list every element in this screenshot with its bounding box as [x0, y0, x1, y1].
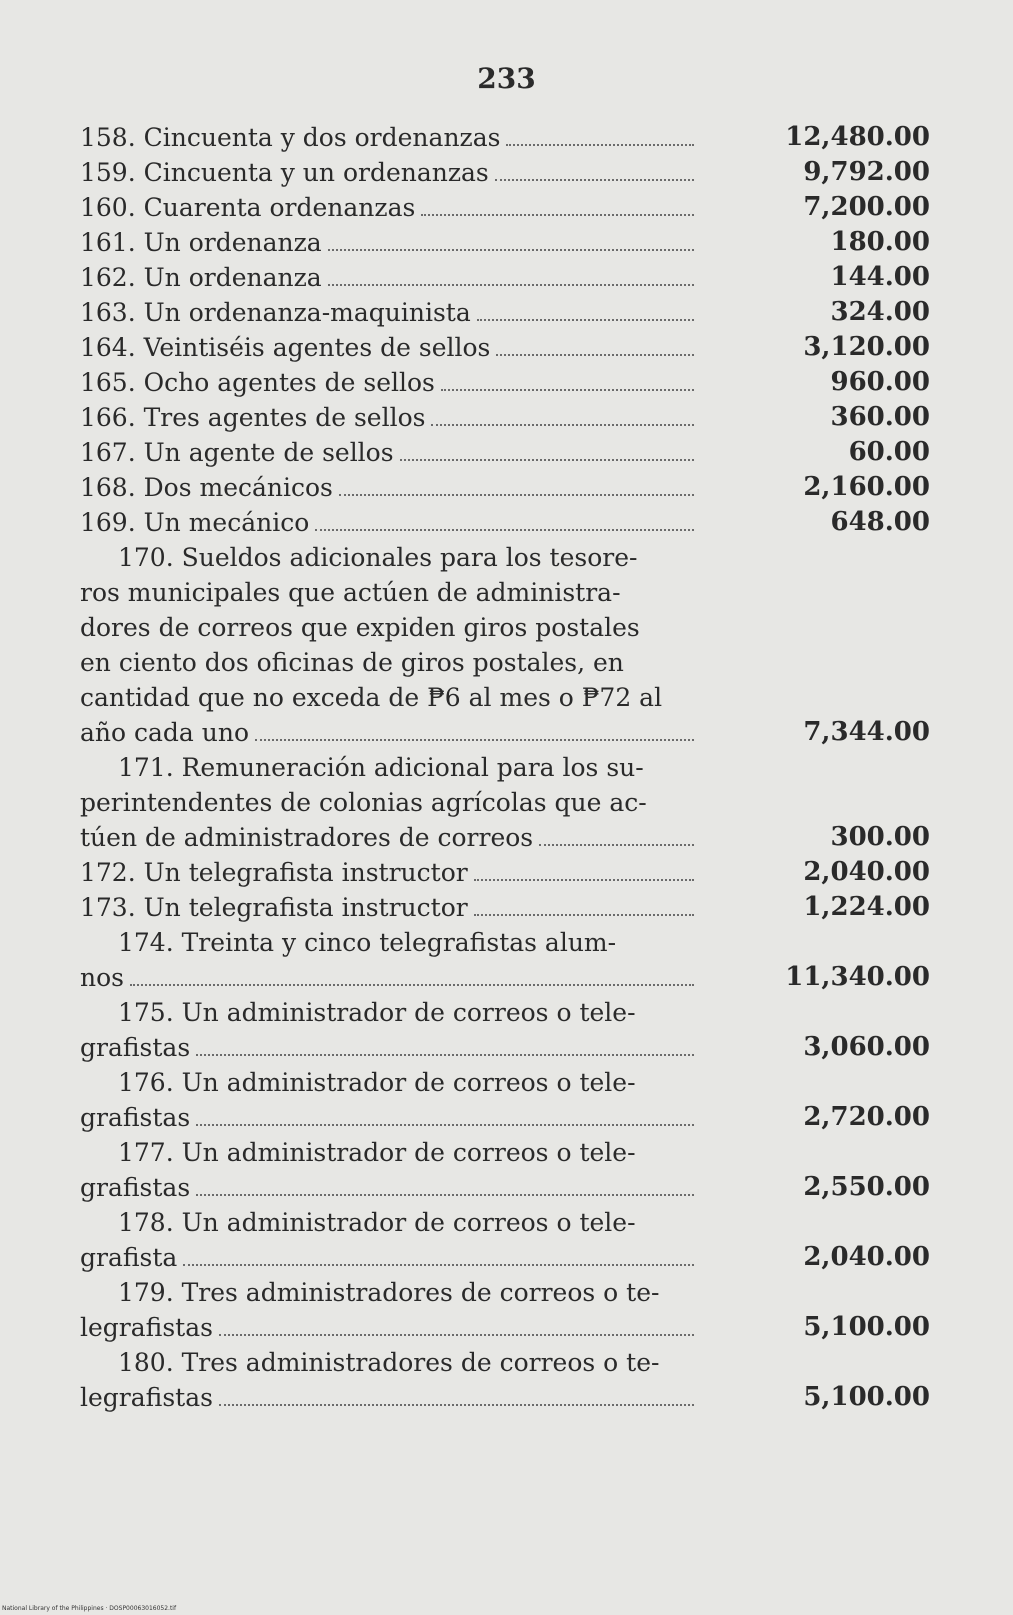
entry-line-first [80, 120, 930, 155]
entry-text-column [118, 750, 738, 785]
entry-line-first [80, 365, 930, 400]
entry-text-column [80, 960, 700, 995]
entry-text-column [80, 260, 700, 295]
dot-leader [130, 984, 694, 986]
entry-line-first [80, 925, 930, 960]
entry-text-column [80, 855, 700, 890]
appropriation-entry [80, 1065, 930, 1135]
entry-text-column [118, 995, 738, 1030]
entry-line-continuation [80, 610, 930, 645]
entry-text: 180. Tres administradores de correos o te- [118, 1348, 660, 1377]
entry-text-column [118, 540, 738, 575]
entry-text-column [80, 470, 700, 505]
appropriation-entry [80, 505, 930, 540]
appropriation-entry [80, 190, 930, 225]
entry-text-column [80, 575, 700, 610]
entry-text: grafistas [80, 1033, 191, 1062]
entry-text: en ciento dos oficinas de giros postales, en [80, 648, 624, 677]
entry-amount: 5,100.00 [803, 1382, 930, 1412]
entry-line-continuation [80, 1100, 930, 1135]
entry-line-first [80, 995, 930, 1030]
dot-leader [495, 179, 694, 181]
appropriation-entry [80, 890, 930, 925]
entry-text-column [118, 1345, 738, 1380]
dot-leader [328, 284, 694, 286]
entry-text-column [80, 1170, 700, 1205]
dot-leader [196, 1124, 694, 1126]
appropriation-entry [80, 295, 930, 330]
appropriation-entry [80, 260, 930, 295]
entry-amount: 9,792.00 [803, 157, 930, 187]
entry-text: 177. Un administrador de correos o tele- [118, 1138, 636, 1167]
entry-text-column [80, 330, 700, 365]
entry-text-column [80, 365, 700, 400]
entry-text-column [80, 435, 700, 470]
entry-line-first [80, 295, 930, 330]
entry-line-first [80, 1205, 930, 1240]
appropriation-entry [80, 365, 930, 400]
appropriation-entry [80, 225, 930, 260]
appropriation-entry [80, 400, 930, 435]
entry-text: 176. Un administrador de correos o tele- [118, 1068, 636, 1097]
entry-text-column [80, 400, 700, 435]
dot-leader [474, 914, 694, 916]
entry-text: cantidad que no exceda de ₱6 al mes o ₱72 al [80, 683, 663, 712]
entry-text: 179. Tres administradores de correos o te- [118, 1278, 660, 1307]
entry-line-continuation [80, 960, 930, 995]
entry-text-column [80, 295, 700, 330]
appropriation-entry [80, 750, 930, 855]
entry-amount: 2,040.00 [803, 857, 930, 887]
entry-text-column [80, 680, 700, 715]
scan-footer: National Library of the Philippines · DOSP00063016052.tif [2, 1605, 177, 1612]
entry-line-first [80, 855, 930, 890]
entry-line-continuation [80, 1380, 930, 1415]
entry-text-column [118, 925, 738, 960]
entry-text-column [118, 1275, 738, 1310]
entry-text: 174. Treinta y cinco telegrafistas alum- [118, 928, 617, 957]
appropriation-entry [80, 1345, 930, 1415]
entry-amount: 300.00 [830, 822, 930, 852]
entry-line-first [80, 400, 930, 435]
dot-leader [506, 144, 694, 146]
dot-leader [421, 214, 694, 216]
entry-line-first [80, 190, 930, 225]
entry-line-continuation [80, 785, 930, 820]
entry-line-continuation [80, 820, 930, 855]
entry-line-first [80, 1065, 930, 1100]
appropriations-list [80, 120, 930, 1415]
entry-text-column [80, 120, 700, 155]
dot-leader [255, 739, 694, 741]
entry-text: 173. Un telegrafista instructor [80, 893, 468, 922]
appropriation-entry [80, 995, 930, 1065]
entry-text-column [80, 1380, 700, 1415]
entry-text: dores de correos que expiden giros postales [80, 613, 640, 642]
entry-amount: 2,040.00 [803, 1242, 930, 1272]
entry-line-first [80, 435, 930, 470]
entry-line-first [80, 890, 930, 925]
dot-leader [431, 424, 694, 426]
entry-line-first [80, 260, 930, 295]
entry-amount: 2,550.00 [803, 1172, 930, 1202]
dot-leader [474, 879, 694, 881]
entry-amount: 180.00 [830, 227, 930, 257]
entry-text: legrafistas [80, 1313, 213, 1342]
dot-leader [441, 389, 694, 391]
dot-leader [496, 354, 694, 356]
dot-leader [219, 1404, 694, 1406]
entry-line-first [80, 750, 930, 785]
appropriation-entry [80, 540, 930, 750]
entry-text: 159. Cincuenta y un ordenanzas [80, 158, 489, 187]
entry-text-column [118, 1135, 738, 1170]
entry-text: túen de administradores de correos [80, 823, 534, 852]
dot-leader [196, 1054, 694, 1056]
entry-text: 162. Un ordenanza [80, 263, 322, 292]
appropriation-entry [80, 470, 930, 505]
entry-line-continuation [80, 645, 930, 680]
entry-amount: 60.00 [848, 437, 930, 467]
entry-text: 178. Un administrador de correos o tele- [118, 1208, 636, 1237]
entry-line-first [80, 1345, 930, 1380]
entry-line-continuation [80, 1240, 930, 1275]
entry-text-column [80, 1100, 700, 1135]
entry-text-column [80, 610, 700, 645]
entry-amount: 1,224.00 [803, 892, 930, 922]
entry-line-continuation [80, 1170, 930, 1205]
entry-text: 169. Un mecánico [80, 508, 310, 537]
appropriation-entry [80, 925, 930, 995]
dot-leader [315, 529, 694, 531]
entry-line-first [80, 470, 930, 505]
entry-text: 172. Un telegrafista instructor [80, 858, 468, 887]
appropriation-entry [80, 855, 930, 890]
entry-line-first [80, 225, 930, 260]
entry-text: 171. Remuneración adicional para los su- [118, 753, 644, 782]
dot-leader [196, 1194, 694, 1196]
dot-leader [183, 1264, 694, 1266]
entry-amount: 7,200.00 [803, 192, 930, 222]
appropriation-entry [80, 1135, 930, 1205]
entry-text-column [118, 1205, 738, 1240]
entry-amount: 3,120.00 [803, 332, 930, 362]
entry-amount: 7,344.00 [803, 717, 930, 747]
entry-text-column [80, 645, 700, 680]
entry-amount: 5,100.00 [803, 1312, 930, 1342]
entry-text: 168. Dos mecánicos [80, 473, 333, 502]
entry-text: grafistas [80, 1173, 191, 1202]
dot-leader [328, 249, 694, 251]
entry-line-first [80, 505, 930, 540]
appropriation-entry [80, 435, 930, 470]
entry-text-column [80, 190, 700, 225]
appropriation-entry [80, 1205, 930, 1275]
entry-amount: 3,060.00 [803, 1032, 930, 1062]
entry-text: nos [80, 963, 124, 992]
entry-line-first [80, 1135, 930, 1170]
entry-text: 165. Ocho agentes de sellos [80, 368, 435, 397]
entry-text: 166. Tres agentes de sellos [80, 403, 426, 432]
entry-text: ros municipales que actúen de administra- [80, 578, 621, 607]
entry-line-continuation [80, 1030, 930, 1065]
entry-amount: 960.00 [830, 367, 930, 397]
entry-amount: 2,720.00 [803, 1102, 930, 1132]
entry-text-column [80, 1240, 700, 1275]
entry-amount: 2,160.00 [803, 472, 930, 502]
entry-amount: 360.00 [830, 402, 930, 432]
entry-text-column [80, 155, 700, 190]
entry-text: grafista [80, 1243, 178, 1272]
entry-text: 167. Un agente de sellos [80, 438, 394, 467]
entry-line-first [80, 155, 930, 190]
entry-line-first [80, 540, 930, 575]
entry-text: legrafistas [80, 1383, 213, 1412]
entry-text-column [80, 505, 700, 540]
entry-text: 164. Veintiséis agentes de sellos [80, 333, 491, 362]
entry-line-continuation [80, 680, 930, 715]
entry-amount: 144.00 [830, 262, 930, 292]
entry-text-column [80, 890, 700, 925]
entry-text-column [80, 1310, 700, 1345]
entry-line-continuation [80, 1310, 930, 1345]
entry-line-first [80, 330, 930, 365]
appropriation-entry [80, 155, 930, 190]
entry-line-continuation [80, 575, 930, 610]
entry-amount: 648.00 [830, 507, 930, 537]
entry-text: 170. Sueldos adicionales para los tesore- [118, 543, 638, 572]
entry-text: año cada uno [80, 718, 250, 747]
dot-leader [219, 1334, 694, 1336]
page-number: 233 [477, 62, 536, 95]
appropriation-entry [80, 120, 930, 155]
entry-text: 158. Cincuenta y dos ordenanzas [80, 123, 501, 152]
entry-amount: 11,340.00 [785, 962, 930, 992]
entry-text-column [80, 225, 700, 260]
entry-text: 160. Cuarenta ordenanzas [80, 193, 416, 222]
appropriation-entry [80, 1275, 930, 1345]
entry-line-continuation [80, 715, 930, 750]
entry-text-column [80, 820, 700, 855]
entry-amount: 324.00 [830, 297, 930, 327]
entry-text: 163. Un ordenanza-maquinista [80, 298, 471, 327]
entry-amount: 12,480.00 [785, 122, 930, 152]
entry-text: 161. Un ordenanza [80, 228, 322, 257]
entry-text-column [80, 785, 700, 820]
appropriation-entry [80, 330, 930, 365]
entry-line-first [80, 1275, 930, 1310]
dot-leader [477, 319, 694, 321]
entry-text-column [80, 715, 700, 750]
entry-text: grafistas [80, 1103, 191, 1132]
dot-leader [339, 494, 694, 496]
entry-text: 175. Un administrador de correos o tele- [118, 998, 636, 1027]
dot-leader [400, 459, 694, 461]
entry-text: perintendentes de colonias agrícolas que ac- [80, 788, 647, 817]
entry-text-column [80, 1030, 700, 1065]
dot-leader [539, 844, 694, 846]
entry-text-column [118, 1065, 738, 1100]
